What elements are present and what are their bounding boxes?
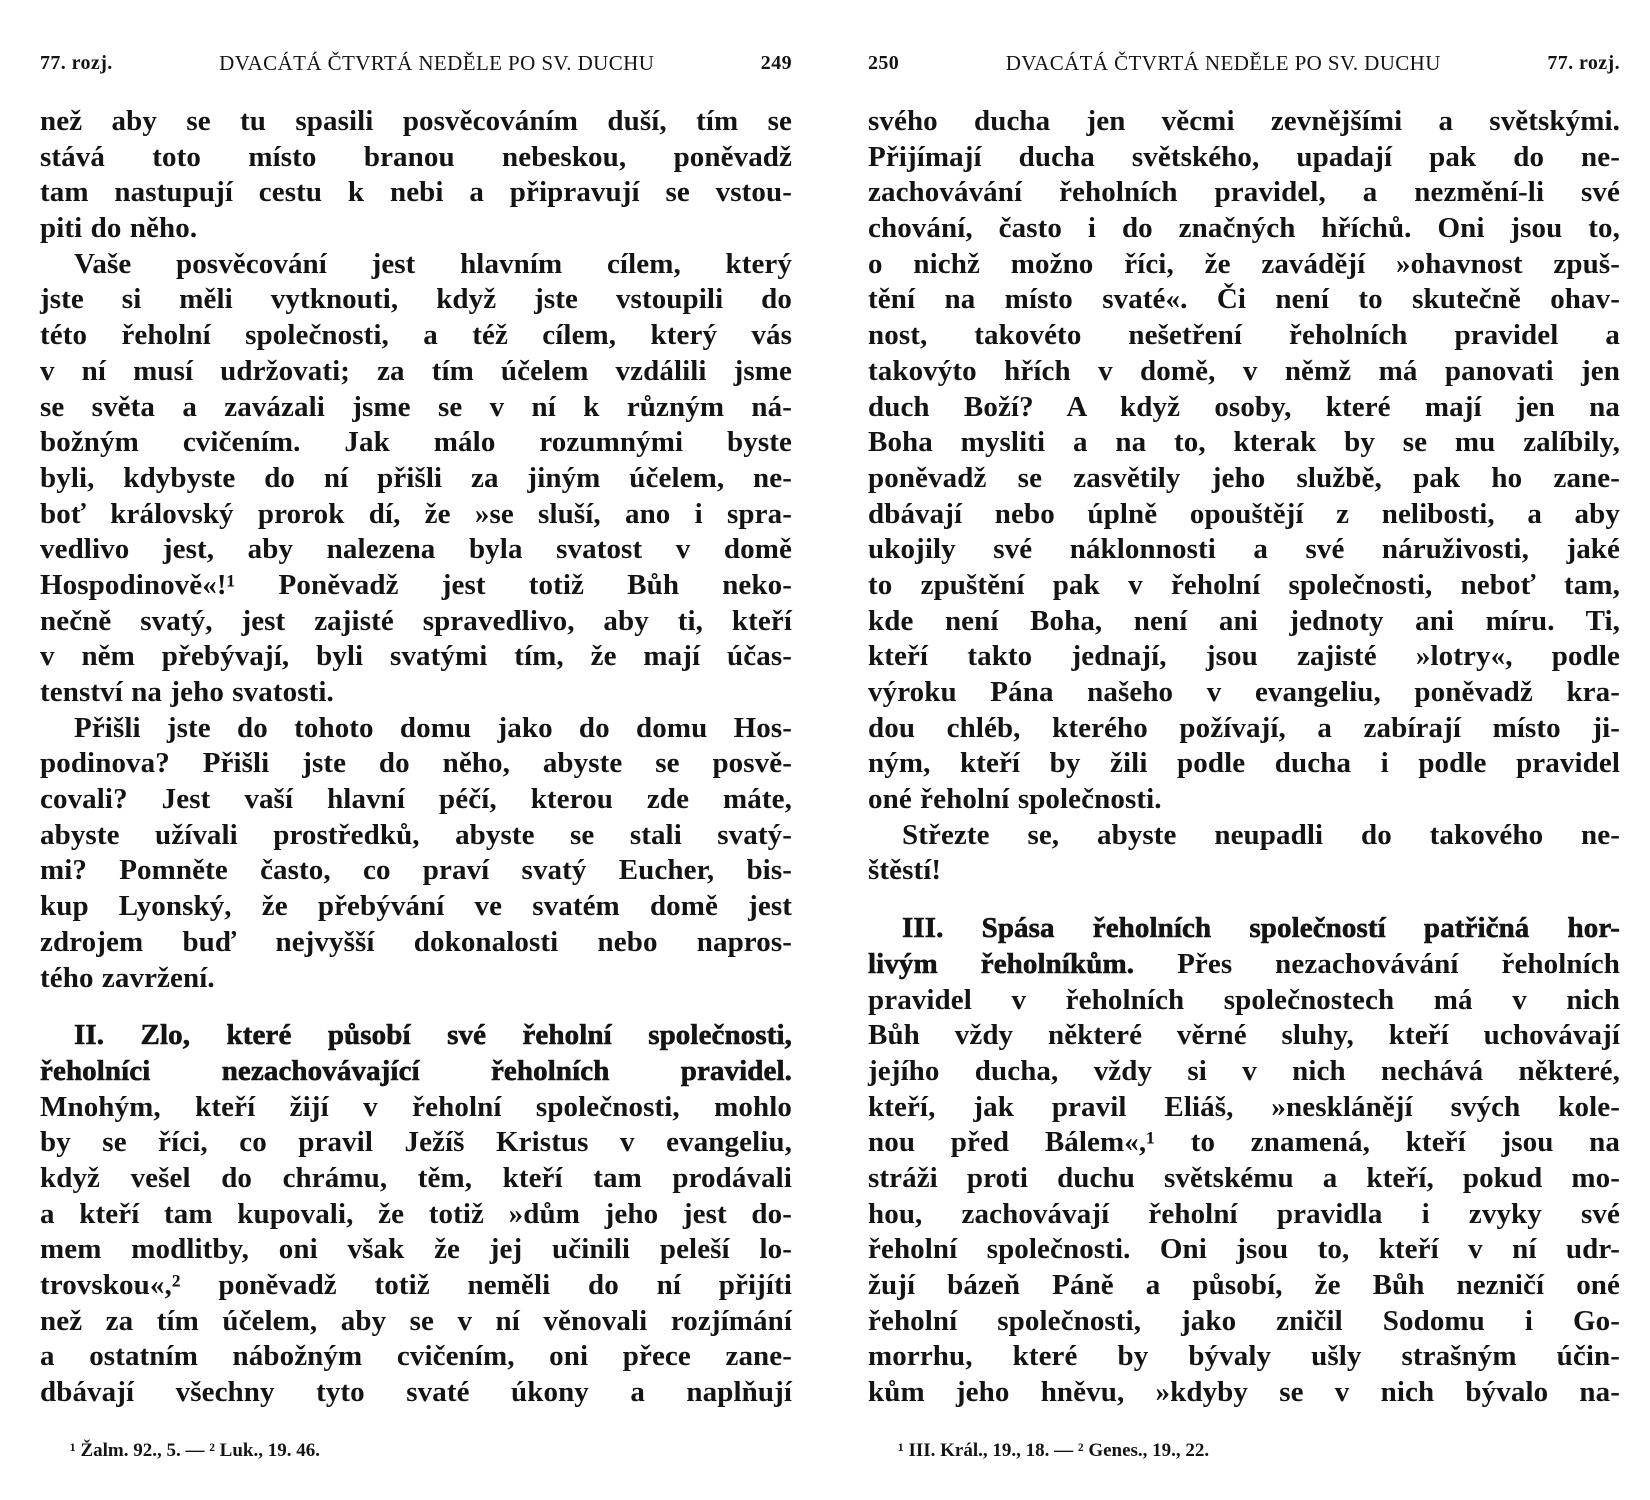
text-line: [40, 318, 792, 354]
text-line: [40, 175, 792, 211]
line-text: a kteří tam kupovali, že totiž »dům jeho jest do-: [40, 1197, 792, 1230]
page-number: 250: [868, 51, 900, 74]
line-text: Bůh vždy některé věrné sluhy, kteří uchovávají: [868, 1019, 1620, 1052]
text-line: [868, 390, 1620, 426]
text-line: [40, 247, 792, 283]
line-text: o nichž možno říci, že zavádějí »ohavnost zpuš-: [868, 247, 1620, 280]
text-line: [868, 1304, 1620, 1340]
line-text: Mnohým, kteří žijí v řeholní společnosti, mohlo: [40, 1090, 792, 1123]
line-text: než za tím účelem, aby se v ní věnovali rozjímání: [40, 1304, 792, 1337]
line-text: jejího ducha, vždy si v nich nechává některé,: [868, 1054, 1620, 1087]
text-line: [868, 1339, 1620, 1375]
text-line: [40, 746, 792, 782]
text-line: [868, 1018, 1620, 1054]
line-text: řeholní společnosti. Oni jsou to, kteří v ní udr-: [868, 1233, 1620, 1266]
line-text: svého ducha jen věcmi zevnějšími a světskými.: [868, 105, 1620, 137]
line-text: stává toto místo branou nebeskou, poněvadž: [40, 140, 792, 173]
text-line: [40, 1197, 792, 1233]
line-text: ným, kteří by žili podle ducha i podle pravidel: [868, 747, 1620, 780]
line-text: tenství na jeho svatosti.: [40, 676, 334, 708]
text-line: [868, 247, 1620, 283]
text-line: [868, 354, 1620, 390]
text-line: [40, 532, 792, 568]
text-line: [868, 675, 1620, 711]
text-line: [868, 425, 1620, 461]
line-text: jste si měli vytknouti, když jste vstoupili do: [40, 283, 792, 316]
line-text: oné řeholní společnosti.: [868, 783, 1162, 816]
text-line: [40, 961, 792, 997]
line-text: nečně svatý, jest zajisté spravedlivo, aby ti, kteří: [40, 604, 792, 637]
line-text: morrhu, které by bývaly ušly strašným účin-: [868, 1340, 1620, 1373]
line-text: hou, zachovávají řeholní pravidla i zvyky své: [868, 1197, 1620, 1230]
line-text: a ostatním nábožným cvičením, oni přece zane-: [40, 1340, 792, 1373]
line-text: dou chléb, kterého požívají, a zabírají místo ji-: [868, 711, 1620, 744]
text-line: [40, 354, 792, 390]
footnotes: ¹ III. Král., 19., 18. — ² Genes., 19., 22.: [898, 1440, 1210, 1461]
text-line: [40, 461, 792, 497]
text-line: [868, 1232, 1620, 1268]
line-text: řeholní společnosti, jako zničil Sodomu i Go-: [868, 1304, 1620, 1337]
line-text: covali? Jest vaší hlavní péčí, kterou zde máte,: [40, 783, 792, 816]
section-gap: [40, 996, 792, 1018]
text-line: [868, 947, 1620, 983]
section-heading: II. Zlo, které působí své řeholní společnosti,: [74, 1019, 792, 1052]
text-line: [40, 925, 792, 961]
line-text: to zpuštění pak v řeholní společnosti, neboť tam,: [868, 568, 1620, 601]
line-text: kům jeho hněvu, »kdyby se v nich bývalo na-: [868, 1376, 1620, 1409]
text-line: [40, 1268, 792, 1304]
section-heading: III. Spása řeholních společností patřičná hor-: [902, 912, 1620, 945]
text-line: [40, 1304, 792, 1340]
text-line: [868, 983, 1620, 1019]
line-text: mem modlitby, oni však že jej učinili peleší lo-: [40, 1233, 792, 1266]
line-text: vedlivo jest, aby nalezena byla svatost v domě: [40, 533, 792, 566]
text-line: [868, 782, 1620, 818]
line-text: pravidel v řeholních společnostech má v nich: [868, 983, 1620, 1016]
text-line: [40, 1339, 792, 1375]
text-line: [40, 675, 792, 711]
text-line: [40, 711, 792, 747]
text-line: [868, 497, 1620, 533]
text-line: [40, 282, 792, 318]
line-text: tam nastupují cestu k nebi a připravují se vstou-: [40, 176, 792, 209]
text-line: [40, 390, 792, 426]
text-line: [40, 889, 792, 925]
line-text: Střezte se, abyste neupadli do takového ne-: [902, 818, 1620, 851]
text-line: [40, 1018, 792, 1054]
text-line: [40, 104, 792, 140]
text-line: [868, 1125, 1620, 1161]
line-text: Boha mysliti a na to, kterak by se mu zalíbily,: [868, 426, 1620, 459]
footnotes: ¹ Žalm. 92., 5. — ² Luk., 19. 46.: [70, 1440, 320, 1461]
text-line: [40, 1090, 792, 1126]
section-heading: livým řeholníkům.: [868, 947, 1135, 980]
text-line: [40, 1054, 792, 1090]
line-text: podinova? Přišli jste do něho, abyste se posvě-: [40, 747, 792, 780]
text-line: [868, 1197, 1620, 1233]
text-line: [868, 282, 1620, 318]
page-number: 249: [760, 51, 792, 74]
text-line: [868, 1054, 1620, 1090]
line-text: dbávají nebo úplně opouštějí z nelibosti, a aby: [868, 497, 1620, 530]
line-text: kteří takto jednají, jsou zajisté »lotry«, podle: [868, 640, 1620, 673]
section-gap: [868, 889, 1620, 911]
text-line: [868, 1375, 1620, 1411]
text-line: [40, 568, 792, 604]
line-text: zdrojem buď nejvyšší dokonalosti nebo napros-: [40, 925, 792, 958]
text-line: [868, 746, 1620, 782]
running-title: DVACÁTÁ ČTVRTÁ NEDĚLE PO SV. DUCHU: [1005, 50, 1441, 75]
text-line: [868, 1268, 1620, 1304]
line-text: božným cvičením. Jak málo rozumnými byste: [40, 426, 792, 459]
text-line: [868, 175, 1620, 211]
text-line: [868, 604, 1620, 640]
line-text: ukojily své náklonnosti a své náruživosti, jaké: [868, 533, 1620, 566]
chapter-label: 77. rozj.: [1547, 51, 1620, 74]
section-heading: řeholníci nezachovávající řeholních pravidel.: [40, 1054, 792, 1087]
line-text: než aby se tu spasili posvěcováním duší, tím se: [40, 105, 792, 137]
line-text: výroku Pána našeho v evangeliu, poněvadž kra-: [868, 676, 1620, 708]
line-text: duch Boží? A když osoby, které mají jen na: [868, 390, 1620, 423]
text-line: [868, 140, 1620, 176]
line-text: této řeholní společnosti, a též cílem, který vás: [40, 319, 792, 352]
running-head: [40, 48, 792, 78]
page-body: [40, 104, 792, 1411]
line-text: nou před Bálem«,¹ to znamená, kteří jsou na: [868, 1126, 1620, 1159]
line-text: se světa a zavázali jsme se v ní k různým ná-: [40, 390, 792, 423]
line-text: boť královský prorok dí, že »se sluší, ano i spra-: [40, 497, 792, 530]
line-text: stráži proti duchu světskému a kteří, pokud mo-: [868, 1161, 1620, 1194]
line-text: dbávají všechny tyto svaté úkony a naplňují: [40, 1376, 792, 1409]
text-line: [868, 461, 1620, 497]
text-line: [40, 211, 792, 247]
text-line: [868, 1090, 1620, 1126]
text-line: [40, 818, 792, 854]
line-text: piti do něho.: [40, 212, 198, 245]
line-text: kup Lyonský, že přebývání ve svatém domě jest: [40, 890, 792, 923]
line-text: v něm přebývají, byli svatými tím, že mají účas-: [40, 640, 792, 673]
line-text: Přijímají ducha světského, upadají pak do ne-: [868, 140, 1620, 173]
line-text: trovskou«,² poněvadž totiž neměli do ní přijíti: [40, 1269, 792, 1301]
text-line: [868, 104, 1620, 140]
text-line: [40, 425, 792, 461]
text-line: [868, 532, 1620, 568]
line-text: abyste užívali prostředků, abyste se stali svatý-: [40, 818, 792, 851]
text-line: [868, 711, 1620, 747]
text-line: [868, 568, 1620, 604]
chapter-label: 77. rozj.: [40, 51, 113, 74]
line-text: štěstí!: [868, 854, 942, 887]
running-title: DVACÁTÁ ČTVRTÁ NEDĚLE PO SV. DUCHU: [219, 50, 655, 75]
line-text: takovýto hřích v domě, v němž má panovati jen: [868, 354, 1620, 387]
line-text: žují bázeň Páně a působí, že Bůh nezničí oné: [868, 1269, 1620, 1301]
line-text: tého zavržení.: [40, 961, 215, 994]
text-line: [40, 497, 792, 533]
line-text: Vaše posvěcování jest hlavním cílem, který: [74, 247, 792, 280]
text-line: [40, 1161, 792, 1197]
text-line: [868, 818, 1620, 854]
line-text: byli, kdybyste do ní přišli za jiným účelem, ne-: [40, 461, 792, 494]
text-line: [40, 1375, 792, 1411]
text-line: [40, 604, 792, 640]
text-line: [40, 1232, 792, 1268]
text-line: [868, 1161, 1620, 1197]
line-text: kteří, jak pravil Eliáš, »nesklánějí svých kole-: [868, 1090, 1620, 1123]
running-head: [868, 48, 1620, 78]
text-line: [868, 853, 1620, 889]
line-text: Přes nezachovávání řeholních: [1134, 947, 1620, 980]
text-line: [40, 853, 792, 889]
text-line: [868, 911, 1620, 947]
text-line: [40, 1125, 792, 1161]
text-line: [868, 318, 1620, 354]
text-line: [40, 140, 792, 176]
line-text: nost, takovéto nešetření řeholních pravidel a: [868, 319, 1620, 352]
line-text: zachovávání řeholních pravidel, a nezmění-li své: [868, 176, 1620, 209]
line-text: když vešel do chrámu, těm, kteří tam prodávali: [40, 1161, 792, 1194]
line-text: tění na místo svaté«. Či není to skutečně ohav-: [868, 283, 1620, 316]
line-text: by se říci, co pravil Ježíš Kristus v evangeliu,: [40, 1126, 792, 1159]
line-text: poněvadž se zasvětily jeho službě, pak ho zane-: [868, 461, 1620, 494]
line-text: Hospodinově«!¹ Poněvadž jest totiž Bůh neko-: [40, 568, 792, 601]
text-line: [40, 782, 792, 818]
line-text: mi? Pomněte často, co praví svatý Eucher, bis-: [40, 854, 792, 887]
line-text: v ní musí udržovati; za tím účelem vzdálili jsme: [40, 354, 792, 387]
line-text: kde není Boha, není ani jednoty ani míru. Ti,: [868, 604, 1620, 637]
text-line: [868, 639, 1620, 675]
text-line: [40, 639, 792, 675]
line-text: Přišli jste do tohoto domu jako do domu Hos-: [74, 711, 792, 744]
page-body: [868, 104, 1620, 1411]
text-line: [868, 211, 1620, 247]
line-text: chování, často i do značných hříchů. Oni jsou to,: [868, 212, 1620, 245]
